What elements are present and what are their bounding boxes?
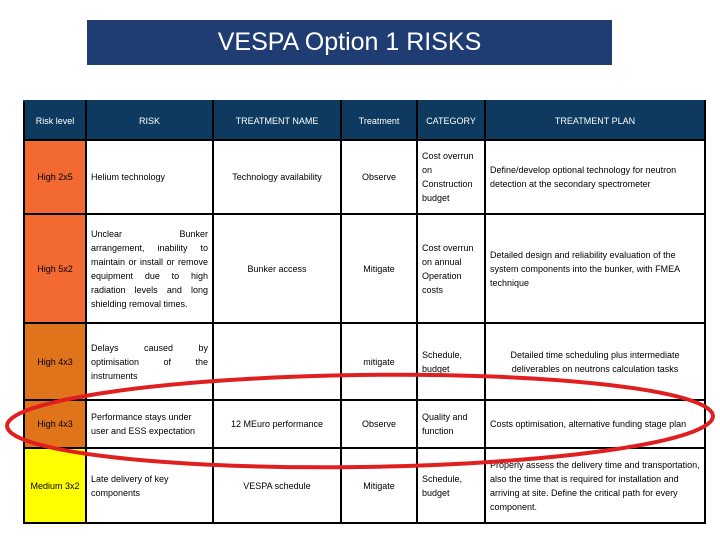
treatment-plan-cell: Detailed time scheduling plus intermediate deliverables on neutrons calculation tasks bbox=[485, 323, 705, 400]
table-row bbox=[24, 140, 705, 214]
risk-cell: Unclear Bunker arrangement, inability to maintain or install or remove equipment due to high radiation levels and long shielding removal times. bbox=[86, 214, 213, 323]
category-cell: Schedule, budget bbox=[417, 448, 485, 523]
category-cell: Quality and function bbox=[417, 400, 485, 448]
treatment-cell: Mitigate bbox=[341, 448, 417, 523]
header-risk: RISK bbox=[86, 101, 213, 140]
table-row bbox=[24, 400, 705, 448]
treatment-name-cell: Bunker access bbox=[213, 214, 341, 323]
slide-title: VESPA Option 1 RISKS bbox=[87, 20, 612, 65]
risk-level-cell: High 4x3 bbox=[24, 400, 86, 448]
category-cell: Cost overrun on annual Operation costs bbox=[417, 214, 485, 323]
risk-cell: Delays caused by optimisation of the instruments bbox=[86, 323, 213, 400]
category-cell: Schedule, budget bbox=[417, 323, 485, 400]
treatment-plan-cell: Detailed design and reliability evaluation of the system components into the bunker, with FMEA technique bbox=[485, 214, 705, 323]
treatment-plan-cell: Properly assess the delivery time and transportation, also the time that is required for installation and arriving at site. Define the critical path for every component. bbox=[485, 448, 705, 523]
treatment-plan-cell: Costs optimisation, alternative funding stage plan bbox=[485, 400, 705, 448]
treatment-name-cell: 12 MEuro performance bbox=[213, 400, 341, 448]
header-risk-level: Risk level bbox=[24, 101, 86, 140]
treatment-cell: Mitigate bbox=[341, 214, 417, 323]
header-treatment: Treatment bbox=[341, 101, 417, 140]
treatment-cell: Observe bbox=[341, 400, 417, 448]
treatment-cell: Observe bbox=[341, 140, 417, 214]
risk-level-cell: High 4x3 bbox=[24, 323, 86, 400]
table-row bbox=[24, 214, 705, 323]
treatment-name-cell: VESPA schedule bbox=[213, 448, 341, 523]
risk-cell: Late delivery of key components bbox=[86, 448, 213, 523]
header-treatment-plan: TREATMENT PLAN bbox=[485, 101, 705, 140]
header-treatment-name: TREATMENT NAME bbox=[213, 101, 341, 140]
risk-cell: Helium technology bbox=[86, 140, 213, 214]
table-row bbox=[24, 448, 705, 523]
treatment-name-cell: Technology availability bbox=[213, 140, 341, 214]
table-row bbox=[24, 323, 705, 400]
header-category: CATEGORY bbox=[417, 101, 485, 140]
treatment-name-cell bbox=[213, 323, 341, 400]
table-header-row bbox=[24, 101, 705, 140]
risk-level-cell: High 5x2 bbox=[24, 214, 86, 323]
category-cell: Cost overrun on Construction budget bbox=[417, 140, 485, 214]
treatment-cell: mitigate bbox=[341, 323, 417, 400]
risk-table bbox=[23, 100, 706, 524]
risk-level-cell: Medium 3x2 bbox=[24, 448, 86, 523]
risk-cell: Performance stays under user and ESS expectation bbox=[86, 400, 213, 448]
treatment-plan-cell: Define/develop optional technology for neutron detection at the secondary spectrometer bbox=[485, 140, 705, 214]
risk-level-cell: High 2x5 bbox=[24, 140, 86, 214]
